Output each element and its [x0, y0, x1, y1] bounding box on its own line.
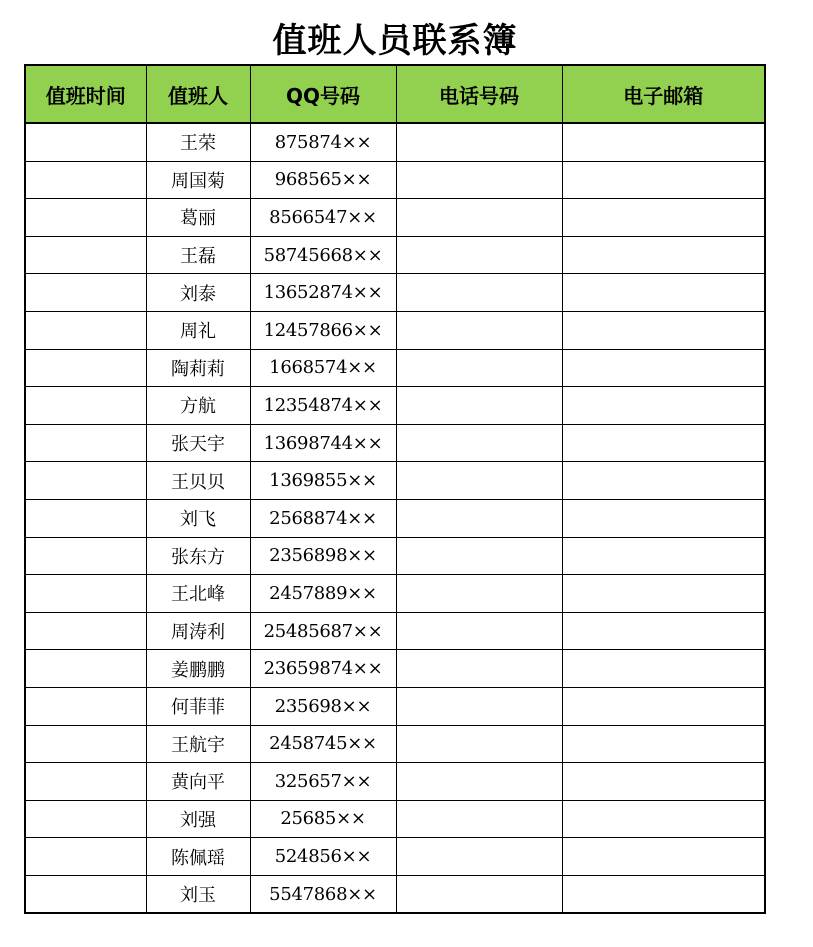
- duty-time-cell[interactable]: [25, 838, 146, 876]
- phone-cell[interactable]: [396, 537, 562, 575]
- header-email: 电子邮箱: [562, 65, 765, 123]
- phone-cell[interactable]: [396, 763, 562, 801]
- header-row: [25, 65, 765, 123]
- email-cell[interactable]: [562, 236, 765, 274]
- person-cell[interactable]: 刘玉: [146, 875, 250, 913]
- duty-time-cell[interactable]: [25, 575, 146, 613]
- duty-time-cell[interactable]: [25, 199, 146, 237]
- phone-cell[interactable]: [396, 800, 562, 838]
- person-cell[interactable]: 刘强: [146, 800, 250, 838]
- phone-cell[interactable]: [396, 612, 562, 650]
- email-cell[interactable]: [562, 462, 765, 500]
- phone-cell[interactable]: [396, 387, 562, 425]
- table-row: [25, 349, 765, 387]
- email-cell[interactable]: [562, 123, 765, 161]
- person-cell[interactable]: 姜鹏鹏: [146, 650, 250, 688]
- person-cell[interactable]: 周国菊: [146, 161, 250, 199]
- table-row: [25, 687, 765, 725]
- table-row: [25, 311, 765, 349]
- duty-time-cell[interactable]: [25, 311, 146, 349]
- phone-cell[interactable]: [396, 687, 562, 725]
- phone-cell[interactable]: [396, 424, 562, 462]
- page-title: 值班人员联系簿: [272, 21, 518, 61]
- person-cell[interactable]: 周礼: [146, 311, 250, 349]
- person-cell[interactable]: 王航宇: [146, 725, 250, 763]
- qq-cell[interactable]: 25485687××: [250, 612, 396, 650]
- table-row: [25, 838, 765, 876]
- duty-time-cell[interactable]: [25, 725, 146, 763]
- person-cell[interactable]: 张天宇: [146, 424, 250, 462]
- phone-cell[interactable]: [396, 311, 562, 349]
- table-row: [25, 199, 765, 237]
- email-cell[interactable]: [562, 537, 765, 575]
- email-cell[interactable]: [562, 349, 765, 387]
- email-cell[interactable]: [562, 387, 765, 425]
- person-cell[interactable]: 方航: [146, 387, 250, 425]
- qq-cell[interactable]: 5547868××: [250, 875, 396, 913]
- email-cell[interactable]: [562, 763, 765, 801]
- person-cell[interactable]: 王荣: [146, 123, 250, 161]
- table-row: [25, 612, 765, 650]
- duty-time-cell[interactable]: [25, 687, 146, 725]
- duty-time-cell[interactable]: [25, 424, 146, 462]
- qq-cell[interactable]: 25685××: [250, 800, 396, 838]
- person-cell[interactable]: 葛丽: [146, 199, 250, 237]
- phone-cell[interactable]: [396, 650, 562, 688]
- phone-cell[interactable]: [396, 349, 562, 387]
- person-cell[interactable]: 张东方: [146, 537, 250, 575]
- table-row: [25, 236, 765, 274]
- table-row: [25, 462, 765, 500]
- duty-time-cell[interactable]: [25, 387, 146, 425]
- duty-time-cell[interactable]: [25, 161, 146, 199]
- person-cell[interactable]: 周涛利: [146, 612, 250, 650]
- qq-cell[interactable]: 1369855××: [250, 462, 396, 500]
- phone-cell[interactable]: [396, 838, 562, 876]
- header-phone: 电话号码: [396, 65, 562, 123]
- duty-time-cell[interactable]: [25, 800, 146, 838]
- duty-time-cell[interactable]: [25, 650, 146, 688]
- duty-time-cell[interactable]: [25, 462, 146, 500]
- qq-cell[interactable]: 2356898××: [250, 537, 396, 575]
- qq-cell[interactable]: 23659874××: [250, 650, 396, 688]
- person-cell[interactable]: 王磊: [146, 236, 250, 274]
- email-cell[interactable]: [562, 424, 765, 462]
- table-row: [25, 725, 765, 763]
- duty-time-cell[interactable]: [25, 274, 146, 312]
- phone-cell[interactable]: [396, 161, 562, 199]
- qq-cell[interactable]: 875874××: [250, 123, 396, 161]
- email-cell[interactable]: [562, 612, 765, 650]
- qq-cell[interactable]: 2458745××: [250, 725, 396, 763]
- phone-cell[interactable]: [396, 199, 562, 237]
- phone-cell[interactable]: [396, 274, 562, 312]
- duty-time-cell[interactable]: [25, 349, 146, 387]
- duty-roster-table: [24, 64, 766, 914]
- email-cell[interactable]: [562, 311, 765, 349]
- person-cell[interactable]: 黄向平: [146, 763, 250, 801]
- qq-cell[interactable]: 12457866××: [250, 311, 396, 349]
- table-row: [25, 161, 765, 199]
- table-row: [25, 387, 765, 425]
- qq-cell[interactable]: 1668574××: [250, 349, 396, 387]
- table-row: [25, 123, 765, 161]
- email-cell[interactable]: [562, 274, 765, 312]
- qq-cell[interactable]: 2568874××: [250, 499, 396, 537]
- email-cell[interactable]: [562, 687, 765, 725]
- qq-cell[interactable]: 235698××: [250, 687, 396, 725]
- person-cell[interactable]: 何菲菲: [146, 687, 250, 725]
- phone-cell[interactable]: [396, 462, 562, 500]
- qq-cell[interactable]: 2457889××: [250, 575, 396, 613]
- qq-cell[interactable]: 968565××: [250, 161, 396, 199]
- phone-cell[interactable]: [396, 725, 562, 763]
- email-cell[interactable]: [562, 838, 765, 876]
- phone-cell[interactable]: [396, 575, 562, 613]
- header-duty-time: 值班时间: [25, 65, 146, 123]
- table-row: [25, 274, 765, 312]
- email-cell[interactable]: [562, 499, 765, 537]
- table-row: [25, 537, 765, 575]
- qq-cell[interactable]: 13652874××: [250, 274, 396, 312]
- qq-cell[interactable]: 12354874××: [250, 387, 396, 425]
- table-row: [25, 499, 765, 537]
- table-row: [25, 763, 765, 801]
- table-row: [25, 424, 765, 462]
- email-cell[interactable]: [562, 161, 765, 199]
- phone-cell[interactable]: [396, 499, 562, 537]
- email-cell[interactable]: [562, 875, 765, 913]
- duty-time-cell[interactable]: [25, 875, 146, 913]
- email-cell[interactable]: [562, 199, 765, 237]
- qq-cell[interactable]: 325657××: [250, 763, 396, 801]
- table-row: [25, 575, 765, 613]
- qq-cell[interactable]: 58745668××: [250, 236, 396, 274]
- qq-cell[interactable]: 8566547××: [250, 199, 396, 237]
- person-cell[interactable]: 刘飞: [146, 499, 250, 537]
- email-cell[interactable]: [562, 575, 765, 613]
- header-person: 值班人: [146, 65, 250, 123]
- table-row: [25, 650, 765, 688]
- roster-body: [25, 123, 765, 913]
- phone-cell[interactable]: [396, 123, 562, 161]
- duty-time-cell[interactable]: [25, 499, 146, 537]
- person-cell[interactable]: 刘泰: [146, 274, 250, 312]
- email-cell[interactable]: [562, 800, 765, 838]
- duty-time-cell[interactable]: [25, 763, 146, 801]
- table-row: [25, 800, 765, 838]
- person-cell[interactable]: 王贝贝: [146, 462, 250, 500]
- person-cell[interactable]: 王北峰: [146, 575, 250, 613]
- qq-cell[interactable]: 524856××: [250, 838, 396, 876]
- duty-time-cell[interactable]: [25, 537, 146, 575]
- person-cell[interactable]: 陈佩瑶: [146, 838, 250, 876]
- qq-cell[interactable]: 13698744××: [250, 424, 396, 462]
- header-qq: QQ号码: [250, 65, 396, 123]
- duty-time-cell[interactable]: [25, 236, 146, 274]
- person-cell[interactable]: 陶莉莉: [146, 349, 250, 387]
- phone-cell[interactable]: [396, 875, 562, 913]
- email-cell[interactable]: [562, 650, 765, 688]
- email-cell[interactable]: [562, 725, 765, 763]
- phone-cell[interactable]: [396, 236, 562, 274]
- table-row: [25, 875, 765, 913]
- duty-time-cell[interactable]: [25, 123, 146, 161]
- duty-time-cell[interactable]: [25, 612, 146, 650]
